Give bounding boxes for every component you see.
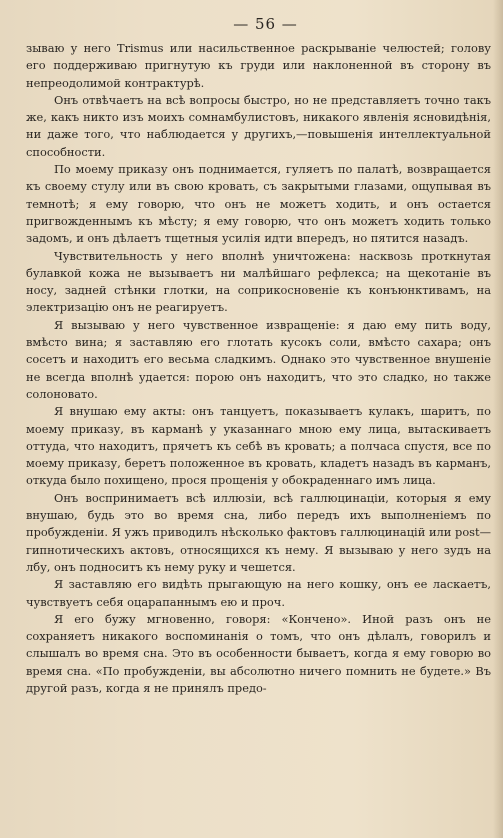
paragraph: Я вызываю у него чувственное извращеніе: я даю ему пить воду, вмѣсто вина; я заставляю его глотать кусокъ соли, вмѣсто сахара; онъ сосетъ и находитъ его весьма сладкимъ. Однако это чувственное внушеніе не всегда вполнѣ удается: порою онъ находитъ, что это сладко, но также солоновато. [26, 317, 491, 401]
paragraph: зываю у него Trismus или насильственное раскрываніе челюстей; голову его поддерживаю пригнутую къ груди или наклоненной въ сторону въ непреодолимой контрактурѣ. [26, 41, 491, 90]
paragraph: Я его бужу мгновенно, говоря: «Кончено». Иной разъ онъ не сохраняетъ никакого воспоминанія о томъ, что онъ дѣлалъ, говорилъ и слышалъ во время сна. Это въ особенности бываетъ, когда я ему говорю во время сна. «По пробужденіи, вы абсолютно ничего помнить не будете.» Въ другой разъ, когда я не принялъ предо- [26, 611, 491, 695]
paragraph: Я внушаю ему акты: онъ танцуетъ, показываетъ кулакъ, шаритъ, по моему приказу, въ карманѣ у указаннаго мною ему лица, вытаскиваетъ оттуда, что находитъ, прячетъ къ себѣ въ кровать; а полчаса спустя, все по моему приказу, беретъ положенное въ кровать, кладетъ назадъ въ карманъ, откуда было похищено, прося прощенія у обокраденнаго имъ лица. [26, 404, 491, 488]
page-edge-shadow [493, 0, 503, 838]
paragraph: Онъ отвѣчаетъ на всѣ вопросы быстро, но не представляетъ точно такъ же, какъ никто изъ моихъ сомнамбулистовъ, никакого явленія ясновидѣнія, ни даже того, что наблюдается у другихъ,—повышенія интеллектуальной способности. [26, 92, 491, 159]
paragraph: Онъ воспринимаетъ всѣ иллюзіи, всѣ галлюцинаціи, которыя я ему внушаю, будь это во время сна, либо передъ ихъ выполненіемъ по пробужденіи. Я ужъ приводилъ нѣсколько фактовъ галлюцинацій или post—гипнотическихъ актовъ, относящихся къ нему. Я вызываю у него зудъ на лбу, онъ подноситъ къ нему руку и чешется. [26, 490, 491, 574]
paragraph: По моему приказу онъ поднимается, гуляетъ по палатѣ, возвращается къ своему стулу или въ свою кровать, съ закрытыми глазами, ощупывая въ темнотѣ; я ему говорю, что онъ не можетъ ходить, и онъ остается пригвожденнымъ къ мѣсту; я ему говорю, что онъ можетъ ходить только задомъ, и онъ дѣлаетъ тщетныя усилія идти впередъ, но пятится назадъ. [26, 162, 491, 246]
page-body [26, 40, 491, 697]
paragraph: Я заставляю его видѣть прыгающую на него кошку, онъ ее ласкаетъ, чувствуетъ себя оцарапаннымъ ею и проч. [26, 577, 491, 609]
page-number: — 56 — [233, 15, 298, 33]
paragraph: Чувствительность у него вполнѣ уничтожена: насквозь проткнутая булавкой кожа не вызываетъ ни малѣйшаго рефлекса; на щекотаніе въ носу, задней стѣнки глотки, на соприкосновеніе къ конъюнктивамъ, на электризацію онъ не реагируетъ. [26, 248, 491, 315]
